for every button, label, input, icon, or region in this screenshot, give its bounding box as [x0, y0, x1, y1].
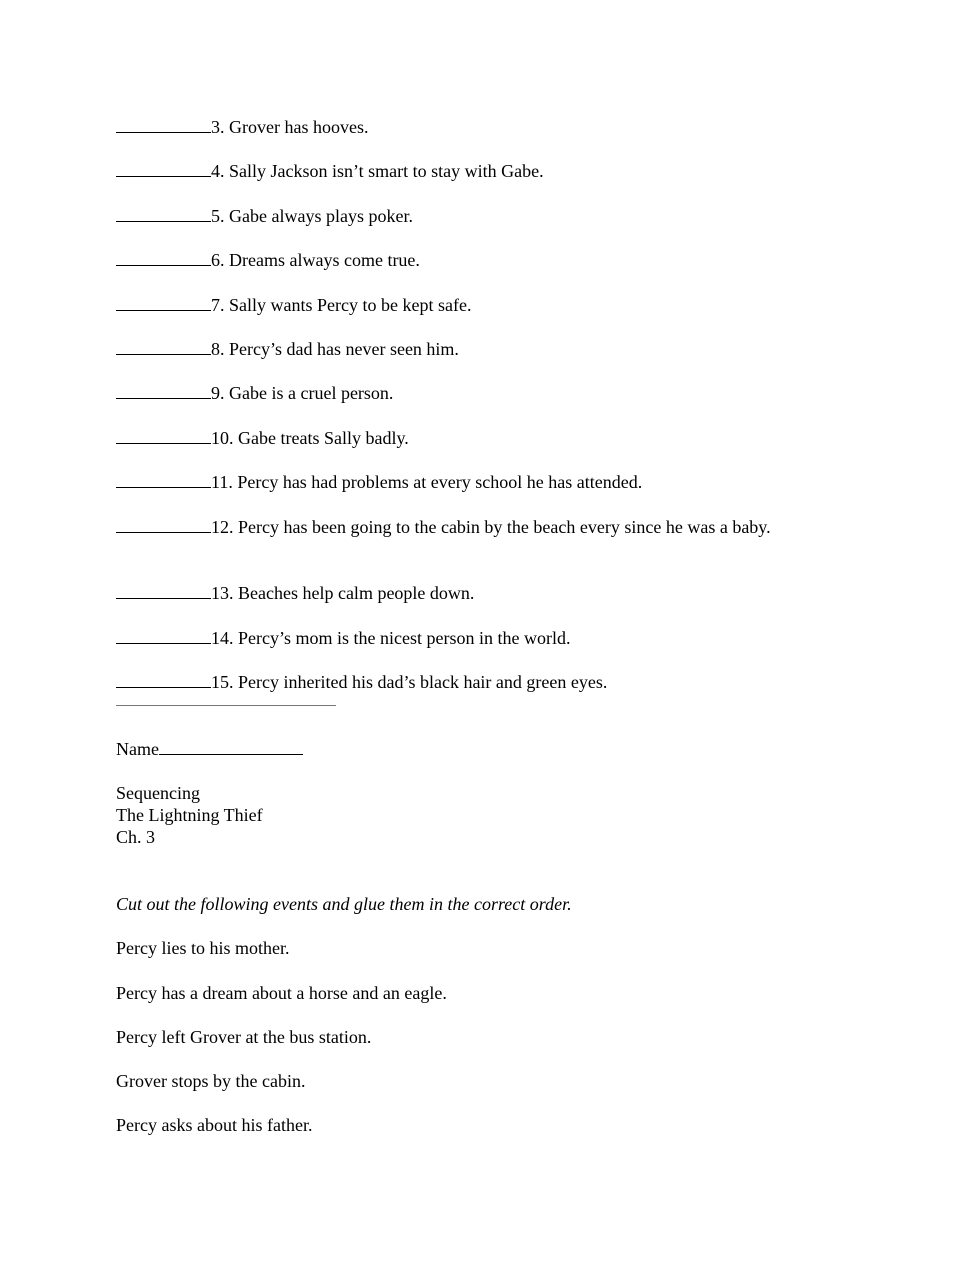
- statement-11: [116, 471, 642, 493]
- section-divider: [116, 705, 336, 706]
- answer-blank[interactable]: [116, 338, 211, 355]
- statement-text: 11. Percy has had problems at every school he has attended.: [211, 472, 643, 492]
- statement-text: 14. Percy’s mom is the nicest person in the world.: [211, 628, 571, 648]
- answer-blank[interactable]: [116, 471, 211, 488]
- statement-text: 3. Grover has hooves.: [211, 117, 369, 137]
- header-chapter: Ch. 3: [116, 827, 156, 847]
- event-item: Grover stops by the cabin.: [116, 1071, 306, 1091]
- statement-text: 9. Gabe is a cruel person.: [211, 383, 394, 403]
- statement-7: [116, 294, 471, 316]
- answer-blank[interactable]: [116, 382, 211, 399]
- event-item: Percy has a dream about a horse and an eagle.: [116, 983, 447, 1003]
- name-label: Name: [116, 739, 159, 759]
- worksheet-header: [116, 782, 263, 848]
- answer-blank[interactable]: [116, 627, 211, 644]
- statement-text: 8. Percy’s dad has never seen him.: [211, 339, 459, 359]
- event-item: Percy left Grover at the bus station.: [116, 1027, 372, 1047]
- answer-blank[interactable]: [116, 582, 211, 599]
- name-blank[interactable]: [159, 738, 303, 755]
- statement-4: [116, 160, 544, 182]
- answer-blank[interactable]: [116, 671, 211, 688]
- header-book-title: The Lightning Thief: [116, 805, 263, 825]
- statement-text: 10. Gabe treats Sally badly.: [211, 428, 409, 448]
- statement-text: 4. Sally Jackson isn’t smart to stay with Gabe.: [211, 161, 544, 181]
- statement-text: 5. Gabe always plays poker.: [211, 206, 413, 226]
- answer-blank[interactable]: [116, 205, 211, 222]
- statement-text: 6. Dreams always come true.: [211, 250, 420, 270]
- statement-15: [116, 671, 607, 693]
- event-item: Percy lies to his mother.: [116, 938, 290, 958]
- answer-blank[interactable]: [116, 116, 211, 133]
- statement-text: 15. Percy inherited his dad’s black hair and green eyes.: [211, 672, 608, 692]
- answer-blank[interactable]: [116, 160, 211, 177]
- instructions: Cut out the following events and glue them in the correct order.: [116, 894, 572, 914]
- statement-text: 12. Percy has been going to the cabin by the beach every since he was a baby.: [211, 517, 771, 537]
- answer-blank[interactable]: [116, 427, 211, 444]
- answer-blank[interactable]: [116, 249, 211, 266]
- header-topic: Sequencing: [116, 783, 200, 803]
- statement-6: [116, 249, 420, 271]
- event-item: Percy asks about his father.: [116, 1115, 313, 1135]
- statement-text: 7. Sally wants Percy to be kept safe.: [211, 295, 472, 315]
- statement-13: [116, 582, 474, 604]
- statement-8: [116, 338, 459, 360]
- statement-9: [116, 382, 393, 404]
- statement-10: [116, 427, 409, 449]
- statement-14: [116, 627, 570, 649]
- statement-5: [116, 205, 413, 227]
- statement-12: [116, 516, 776, 538]
- statement-text: 13. Beaches help calm people down.: [211, 583, 475, 603]
- statement-3: [116, 116, 368, 138]
- answer-blank[interactable]: [116, 294, 211, 311]
- answer-blank[interactable]: [116, 516, 211, 533]
- name-line: [116, 738, 303, 760]
